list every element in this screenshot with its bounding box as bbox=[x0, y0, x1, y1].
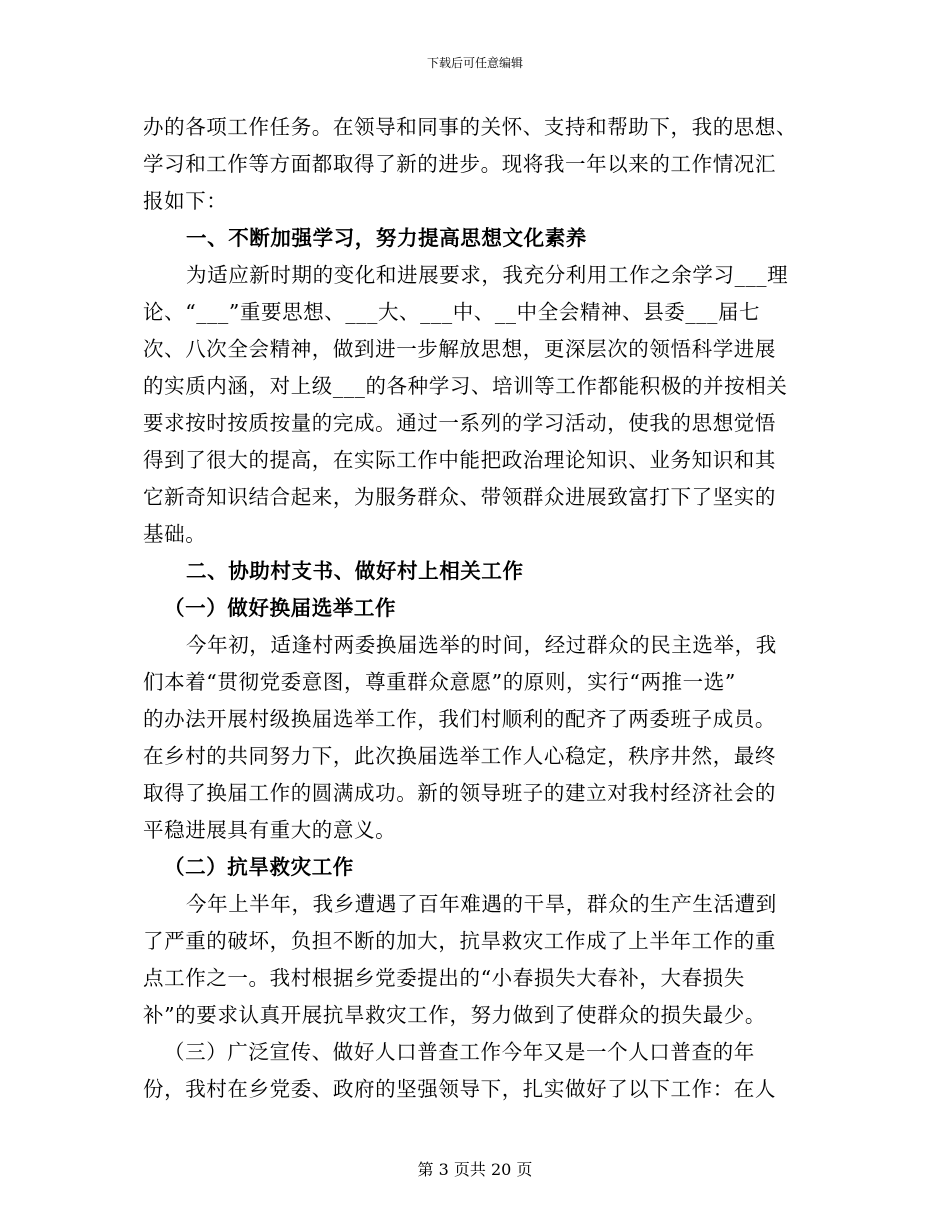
page-footer: 第 3 页共 20 页 bbox=[417, 1160, 533, 1179]
body-line: 要求按时按质按量的完成。通过一系列的学习活动，使我的思想觉悟 bbox=[143, 411, 776, 435]
body-line: 今年上半年，我乡遭遇了百年难遇的干旱，群众的生产生活遭到 bbox=[186, 892, 777, 916]
body-line: 办的各项工作任务。在领导和同事的关怀、支持和帮助下，我的思想、 bbox=[143, 115, 798, 139]
body-line: 得到了很大的提高，在实际工作中能把政治理论知识、业务知识和其 bbox=[143, 448, 776, 472]
body-line: 在乡村的共同努力下，此次换届选举工作人心稳定，秩序井然，最终 bbox=[143, 744, 776, 768]
body-line: 们本着“贯彻党委意图，尊重群众意愿”的原则，实行“两推一选” bbox=[143, 670, 736, 694]
body-line: 平稳进展具有重大的意义。 bbox=[143, 818, 397, 842]
subsection-heading-2: （二）抗旱救灾工作 bbox=[164, 855, 354, 879]
body-line: 了严重的破坏，负担不断的加大，抗旱救灾工作成了上半年工作的重 bbox=[143, 929, 776, 953]
body-line: 报如下： bbox=[143, 189, 228, 213]
body-line: 的实质内涵，对上级___的各种学习、培训等工作都能积极的并按相关 bbox=[143, 374, 788, 398]
body-line: 论、“___”重要思想、___大、___中、__中全会精神、县委___届七 bbox=[143, 300, 761, 324]
page-header: 下载后可任意编辑 bbox=[426, 56, 523, 70]
body-line: 学习和工作等方面都取得了新的进步。现将我一年以来的工作情况汇 bbox=[143, 152, 776, 176]
body-line: （三）广泛宣传、做好人口普查工作今年又是一个人口普查的年 bbox=[164, 1040, 755, 1064]
section-heading-2: 二、协助村支书、做好村上相关工作 bbox=[186, 559, 524, 583]
body-line: 取得了换届工作的圆满成功。新的领导班子的建立对我村经济社会的 bbox=[143, 781, 776, 805]
body-line: 补”的要求认真开展抗旱救灾工作，努力做到了使群众的损失最少。 bbox=[143, 1003, 766, 1027]
body-line: 基础。 bbox=[143, 522, 207, 546]
body-line: 次、八次全会精神，做到进一步解放思想，更深层次的领悟科学进展 bbox=[143, 337, 776, 361]
body-line: 份，我村在乡党委、政府的坚强领导下，扎实做好了以下工作：在人 bbox=[143, 1077, 776, 1101]
subsection-heading-1: （一）做好换届选举工作 bbox=[164, 596, 397, 620]
body-line: 点工作之一。我村根据乡党委提出的“小春损失大春补，大春损失 bbox=[143, 966, 745, 990]
body-line: 的办法开展村级换届选举工作，我们村顺利的配齐了两委班子成员。 bbox=[143, 707, 776, 731]
body-line: 为适应新时期的变化和进展要求，我充分利用工作之余学习___理 bbox=[186, 263, 789, 287]
section-heading-1: 一、不断加强学习，努力提高思想文化素养 bbox=[186, 226, 587, 250]
body-line: 今年初，适逢村两委换届选举的时间，经过群众的民主选举，我 bbox=[186, 633, 777, 657]
body-line: 它新奇知识结合起来，为服务群众、带领群众进展致富打下了坚实的 bbox=[143, 485, 776, 509]
